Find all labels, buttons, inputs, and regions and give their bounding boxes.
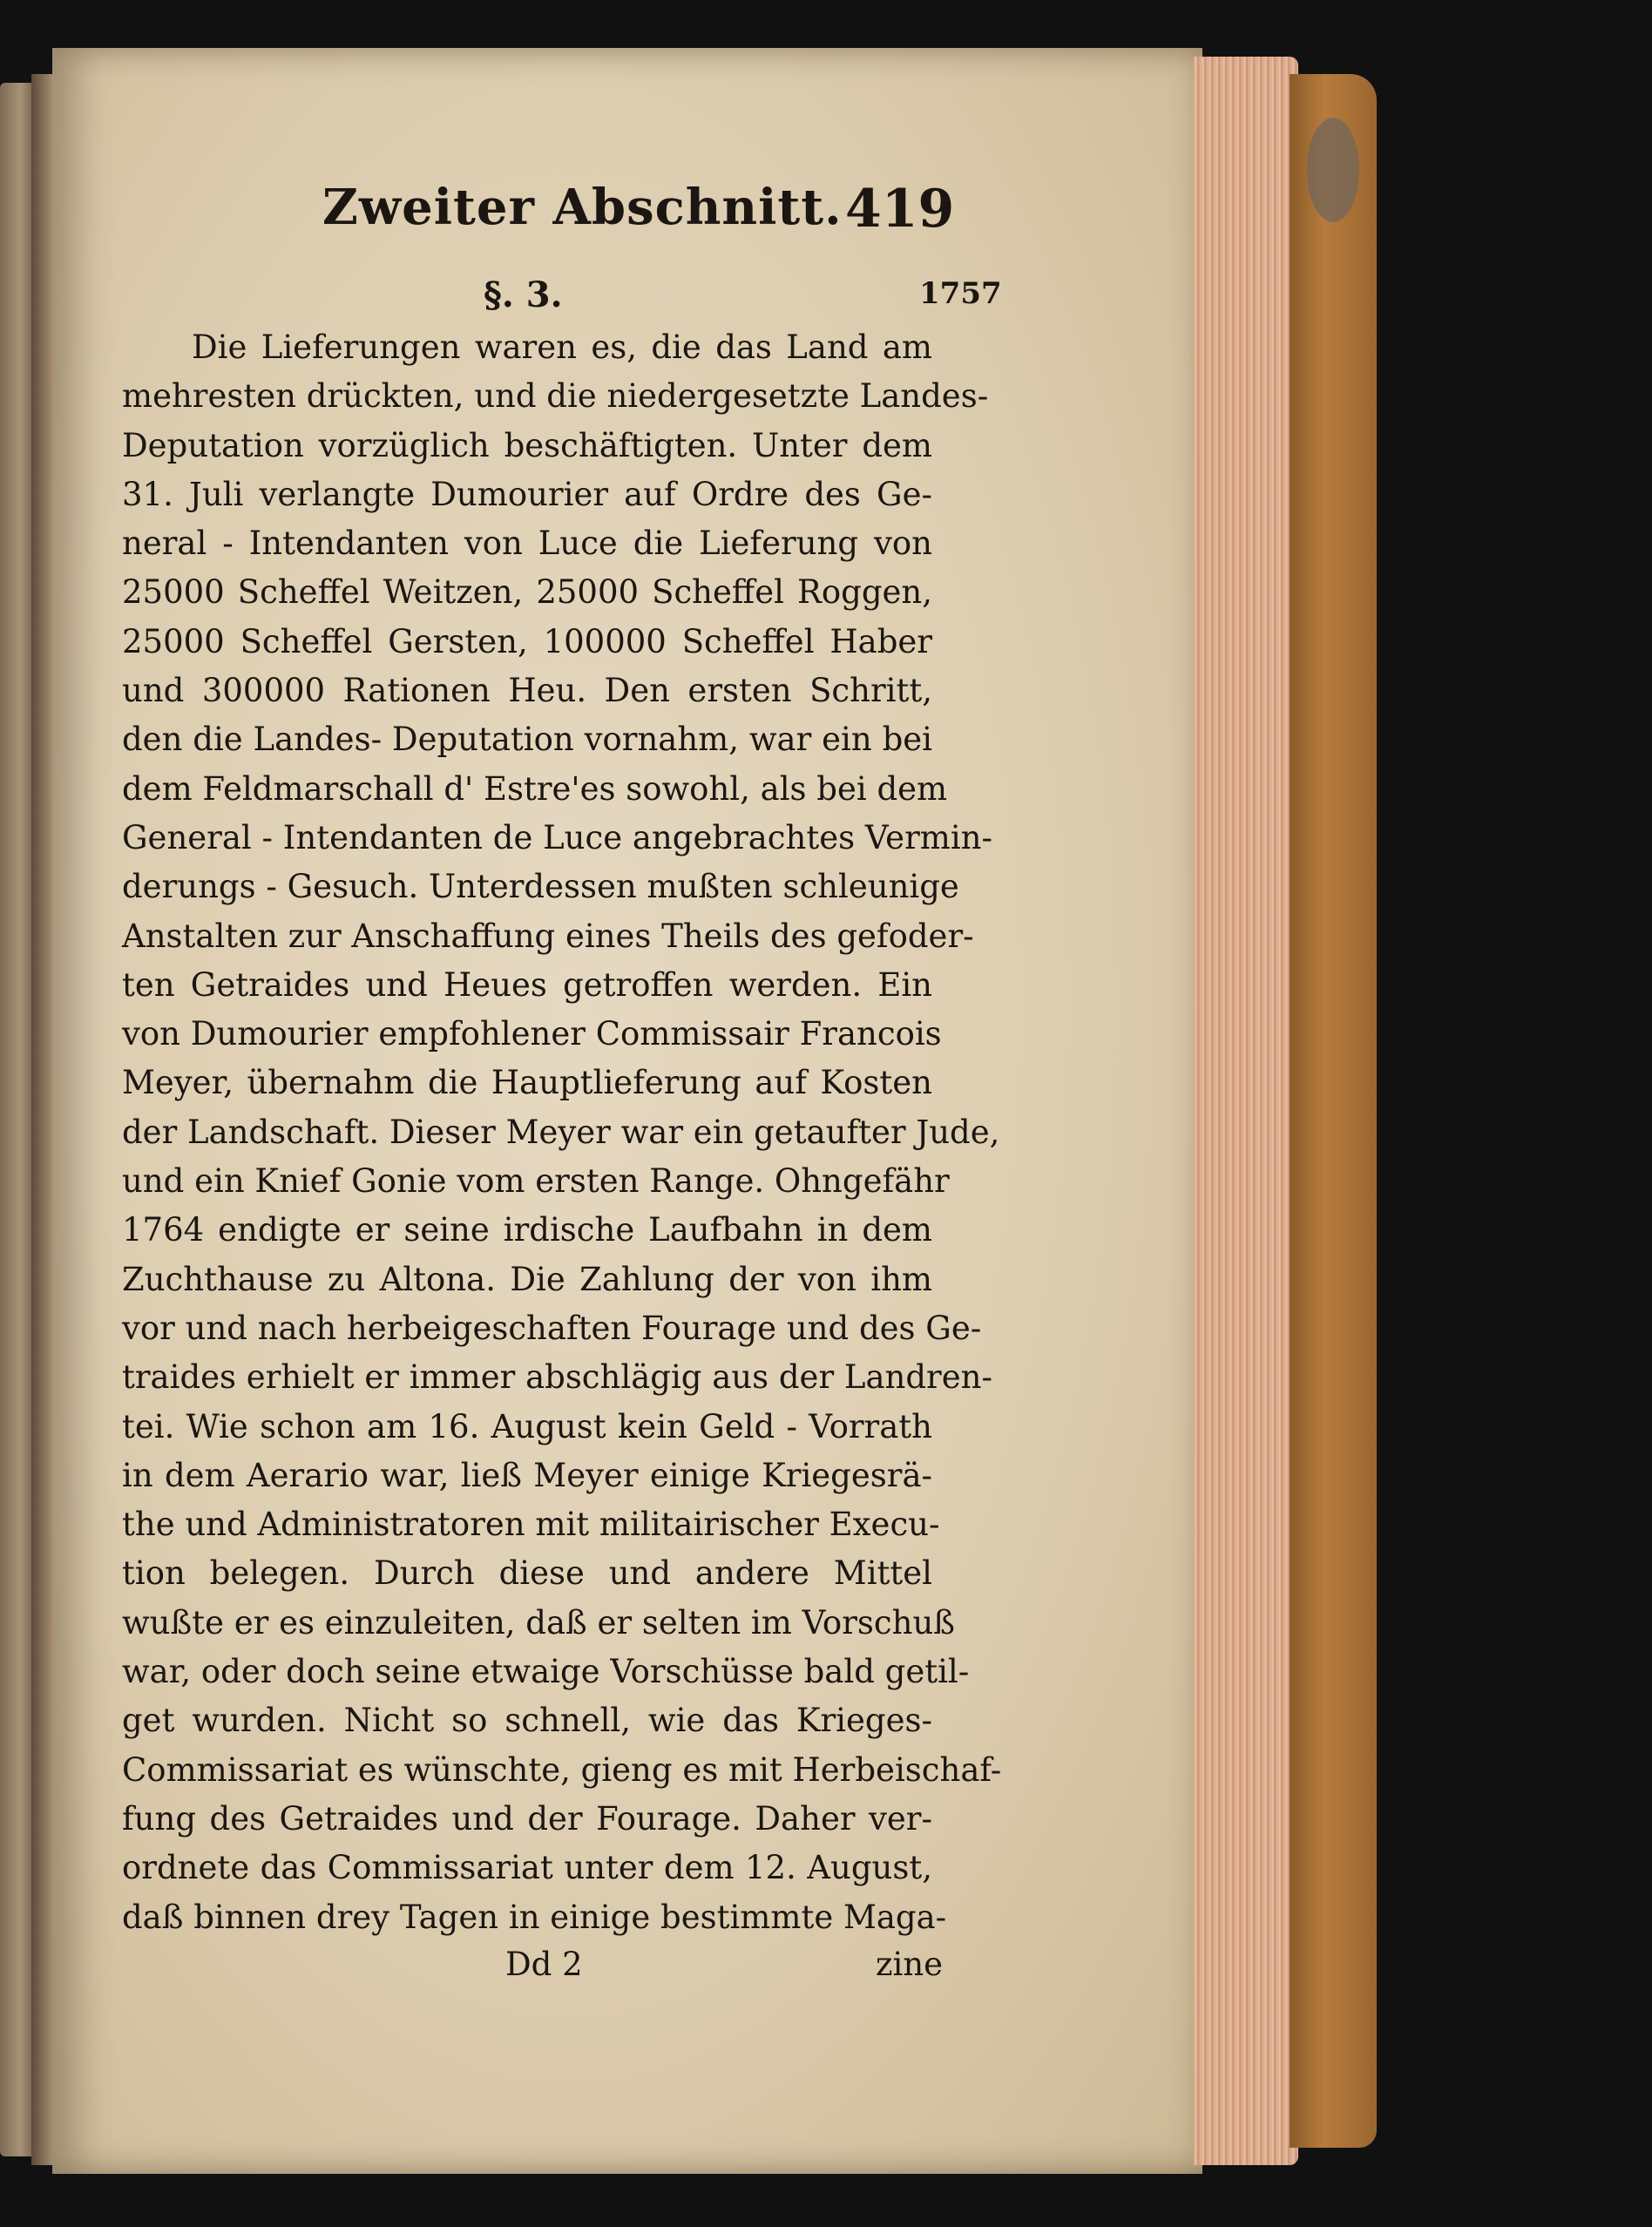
cover-wear-spot xyxy=(1307,118,1359,222)
text-line: 1764 endigte er seine irdische Laufbahn in dem xyxy=(122,1211,932,1249)
text-line: dem Feldmarschall d' Estre'es sowohl, als bei dem xyxy=(122,769,948,808)
text-line: General - Intendanten de Luce angebrachtes Vermin- xyxy=(122,818,992,856)
text-line: 25000 Scheffel Gersten, 100000 Scheffel Haber xyxy=(122,622,932,660)
text-line: wußte er es einzuleiten, daß er selten im Vorschuß xyxy=(122,1603,955,1641)
page-number: 419 xyxy=(845,179,955,240)
running-head xyxy=(122,179,1063,274)
text-line: daß binnen drey Tagen in einige bestimmte Maga- xyxy=(122,1898,947,1936)
text-line: vor und nach herbeigeschaften Fourage und des Ge- xyxy=(122,1309,982,1347)
text-line: war, oder doch seine etwaige Vorschüsse bald getil- xyxy=(122,1653,970,1691)
section-mark: §. 3. xyxy=(484,274,563,315)
text-line: tion belegen. Durch diese und andere Mittel xyxy=(122,1554,932,1593)
open-book xyxy=(0,48,1394,2174)
page-footer xyxy=(122,1946,1063,1998)
text-line: Anstalten zur Anschaffung eines Theils des gefoder- xyxy=(122,917,974,955)
text-line: derungs - Gesuch. Unterdessen mußten schleunige xyxy=(122,868,959,906)
text-line: neral - Intendanten von Luce die Lieferung von xyxy=(122,525,932,563)
signature-mark: Dd 2 xyxy=(505,1945,583,1983)
text-line: ten Getraides und Heues getroffen werden. Ein xyxy=(122,965,932,1004)
text-line: den die Landes- Deputation vornahm, war ein bei xyxy=(122,721,932,759)
text-line: fung des Getraides und der Fourage. Daher ver- xyxy=(122,1799,932,1838)
text-line: get wurden. Nicht so schnell, wie das Krieges- xyxy=(122,1702,932,1740)
section-heading-row xyxy=(122,274,1063,323)
text-line: Deputation vorzüglich beschäftigten. Unter dem xyxy=(122,426,932,464)
text-line: traides erhielt er immer abschlägig aus der Landren- xyxy=(122,1358,992,1397)
text-line: und ein Knief Gonie vom ersten Range. Ohngefähr xyxy=(122,1162,950,1201)
text-line: mehresten drückten, und die niedergesetzte Landes- xyxy=(122,377,989,416)
text-line: von Dumourier empfohlener Commissair Francois xyxy=(122,1015,942,1053)
margin-year-note: 1757 xyxy=(919,276,1002,311)
catchword: zine xyxy=(876,1945,944,1983)
text-line: the und Administratoren mit militairischer Execu- xyxy=(122,1506,940,1544)
text-line: Commissariat es wünschte, gieng es mit Herbeischaf- xyxy=(122,1750,1002,1789)
body-text xyxy=(122,323,1063,1942)
text-line: ordnete das Commissariat unter dem 12. August, xyxy=(122,1849,932,1887)
page-fore-edge xyxy=(1194,57,1298,2165)
text-line: und 300000 Rationen Heu. Den ersten Schritt, xyxy=(122,672,932,710)
text-line: 31. Juli verlangte Dumourier auf Ordre des Ge- xyxy=(122,475,932,513)
page-text-block xyxy=(122,179,1063,1998)
text-line: der Landschaft. Dieser Meyer war ein getaufter Jude, xyxy=(122,1113,1000,1151)
text-line: Meyer, übernahm die Hauptlieferung auf Kosten xyxy=(122,1064,932,1102)
text-line: in dem Aerario war, ließ Meyer einige Kriegesrä- xyxy=(122,1456,932,1494)
book-cover-edge xyxy=(1290,74,1377,2148)
text-line: tei. Wie schon am 16. August kein Geld - Vorrath xyxy=(122,1407,932,1445)
text-line: 25000 Scheffel Weitzen, 25000 Scheffel Roggen, xyxy=(122,573,932,612)
running-head-title: Zweiter Abschnitt. xyxy=(322,179,843,236)
text-line: Zuchthause zu Altona. Die Zahlung der von ihm xyxy=(122,1260,932,1298)
text-line: Die Lieferungen waren es, die das Land am xyxy=(192,328,932,366)
